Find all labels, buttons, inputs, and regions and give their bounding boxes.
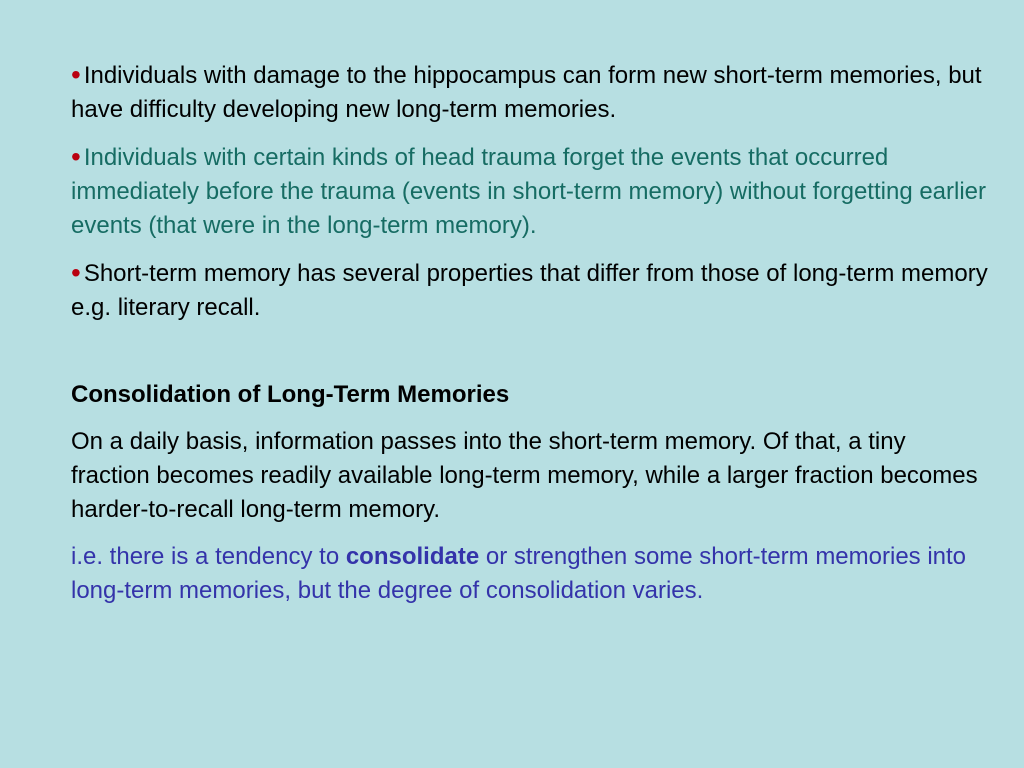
ie-bold-term: consolidate bbox=[345, 543, 480, 570]
spacer bbox=[71, 338, 988, 378]
bullet-icon: • bbox=[71, 59, 81, 90]
bullet-text: Short-term memory has several properties that differ from those of long-term memory e.g. literary recall. bbox=[71, 260, 988, 321]
bullet-text: Individuals with certain kinds of head trauma forget the events that occurred immediately before the trauma (events in short-term memory) without forgetting earlier events (that were in the long-term memory). bbox=[71, 144, 987, 239]
bullet-icon: • bbox=[71, 141, 81, 172]
ie-paragraph bbox=[71, 540, 988, 608]
section-heading: Consolidation of Long-Term Memories bbox=[71, 381, 510, 408]
bullet-icon: • bbox=[71, 257, 81, 288]
bullet-text: Individuals with damage to the hippocampus can form new short-term memories, but have difficulty developing new long-term memories. bbox=[71, 62, 982, 123]
ie-text-after: or strengthen some short-term memories into long-term memories, but the degree of consolidation varies. bbox=[71, 543, 967, 604]
bullet-item-head-trauma bbox=[71, 140, 988, 243]
bullet-item-hippocampus bbox=[71, 58, 988, 127]
bullet-item-properties bbox=[71, 256, 988, 325]
section-paragraph: On a daily basis, information passes into the short-term memory. Of that, a tiny fraction becomes readily available long-term memory, while a larger fraction becomes harder-to-recall long-term memory. bbox=[71, 428, 978, 523]
ie-text-before: i.e. there is a tendency to bbox=[71, 543, 346, 570]
